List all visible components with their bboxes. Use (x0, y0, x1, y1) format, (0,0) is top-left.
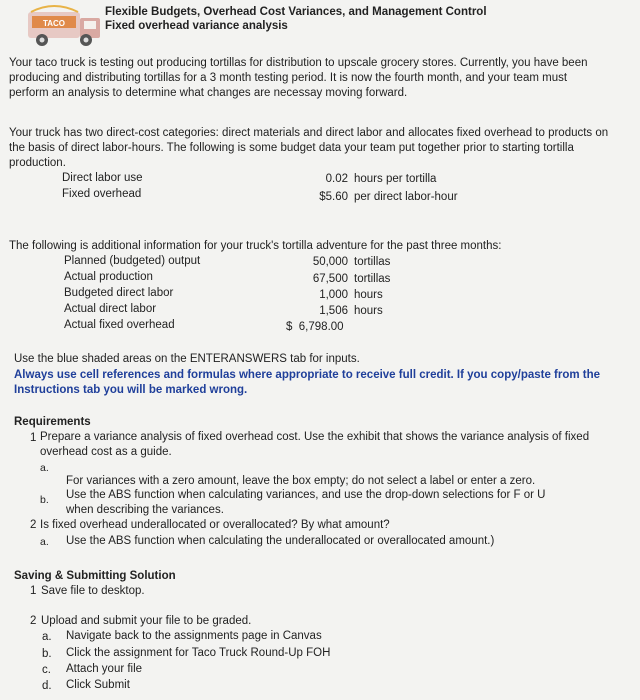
additional-value: $ 6,798.00 (286, 321, 344, 333)
req2a-text: Use the ABS function when calculating the underallocated or overallocated amount.) (66, 535, 495, 547)
additional-label: Actual direct labor (64, 303, 157, 315)
req1b-line2: Use the ABS function when calculating variances, and use the drop-down selections for F or U (66, 489, 546, 501)
req1-text: Prepare a variance analysis of fixed overhead cost. Use the exhibit that shows the variance analysis of fixed overhead cost as a guide. (40, 431, 590, 458)
budget-value-direct-labor: 0.02 (325, 173, 348, 185)
additional-value: 67,500 (312, 273, 348, 285)
submit-substep-letter: d. (42, 680, 52, 692)
cost-intro-paragraph: Your truck has two direct-cost categories: direct materials and direct labor and allocates fixed overhead to products on the basis of direct labor-hours. The following is some budget data your team put together prior to starting tortilla production. (9, 127, 609, 169)
taco-truck-logo (28, 2, 102, 48)
submit-substep-text: Attach your file (66, 663, 143, 675)
req2-text: Is fixed overhead underallocated or overallocated? By what amount? (40, 519, 390, 531)
additional-value: 1,000 (319, 289, 348, 301)
submit-substep-text: Click the assignment for Taco Truck Round-Up FOH (66, 647, 331, 659)
req2-number: 2 (30, 519, 37, 531)
additional-unit: tortillas (354, 256, 391, 268)
additional-value: 1,506 (319, 305, 348, 317)
page-title: Flexible Budgets, Overhead Cost Variances, and Management Control (105, 6, 487, 18)
budget-label-direct-labor: Direct labor use (62, 172, 143, 184)
additional-unit: hours (354, 305, 383, 317)
requirements-heading: Requirements (14, 416, 91, 428)
submit-step-text: Upload and submit your file to be graded. (41, 615, 252, 627)
additional-unit: tortillas (354, 273, 391, 285)
save-step-number: 1 (30, 585, 37, 597)
submit-step-number: 2 (30, 615, 37, 627)
submit-substep-text: Navigate back to the assignments page in Canvas (66, 630, 322, 642)
submit-substep-text: Click Submit (66, 679, 130, 691)
submit-substep-letter: a. (42, 631, 52, 643)
logo-text: TACO (42, 19, 66, 28)
additional-label: Actual production (64, 271, 153, 283)
intro-paragraph: Your taco truck is testing out producing tortillas for distribution to upscale grocery stores. Currently, you have been producing and distributing tortillas for a 3 month testing period. It is now the fourth month, and your team must perform an analysis to determine what changes are necessay moving forward. (9, 57, 588, 99)
req2a-letter: a. (40, 536, 49, 548)
additional-intro: The following is additional information for your truck's tortilla adventure for the past three months: (9, 240, 502, 252)
req1-number: 1 (30, 432, 37, 444)
submit-substep-letter: b. (42, 648, 52, 660)
additional-unit: hours (354, 289, 383, 301)
credit-note: Always use cell references and formulas where appropriate to receive full credit. If you copy/paste from the Instructions tab you will be marked wrong. (14, 369, 601, 396)
saving-heading: Saving & Submitting Solution (14, 570, 176, 582)
budget-value-fixed-overhead: $5.60 (319, 191, 348, 203)
req1b-line1: For variances with a zero amount, leave the box empty; do not select a label or enter a zero. (66, 475, 536, 487)
budget-label-fixed-overhead: Fixed overhead (62, 188, 142, 200)
req1b-letter: b. (40, 494, 49, 506)
req1a-letter: a. (40, 462, 49, 474)
req1b-line3: when describing the variances. (66, 504, 224, 516)
submit-substep-letter: c. (42, 664, 51, 676)
additional-label: Planned (budgeted) output (64, 255, 201, 267)
save-step-text: Save file to desktop. (41, 585, 145, 597)
budget-unit-direct-labor: hours per tortilla (354, 173, 437, 185)
additional-label: Actual fixed overhead (64, 319, 175, 331)
budget-unit-fixed-overhead: per direct labor-hour (354, 191, 458, 203)
inputs-note: Use the blue shaded areas on the ENTERANSWERS tab for inputs. (14, 353, 360, 365)
additional-label: Budgeted direct labor (64, 287, 174, 299)
additional-value: 50,000 (312, 256, 348, 268)
page-subtitle: Fixed overhead variance analysis (105, 20, 288, 32)
